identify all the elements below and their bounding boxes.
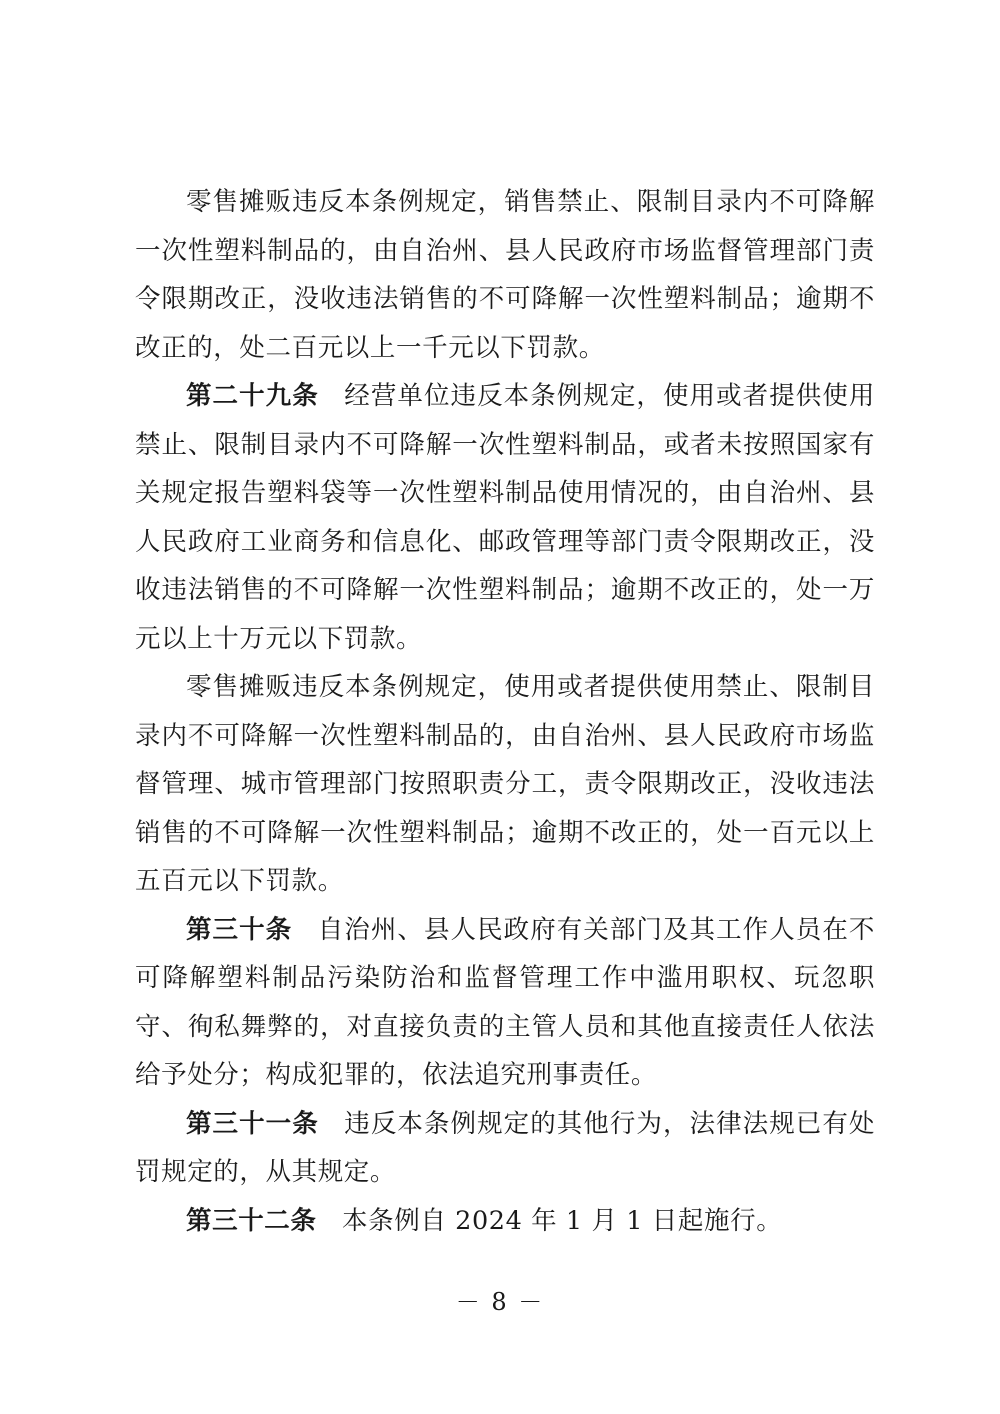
article-30: [135, 906, 875, 1100]
paragraph-text: 零售摊贩违反本条例规定，销售禁止、限制目录内不可降解一次性塑料制品的，由自治州、县人民政府市场监督管理部门责令限期改正，没收违法销售的不可降解一次性塑料制品；逾期不改正的，处二百元以上一千元以下罚款。: [135, 187, 875, 363]
paragraph-retail-sale-penalty: [135, 178, 875, 372]
article-number: 第三十一条: [186, 1108, 319, 1139]
article-number: 第三十条: [186, 914, 293, 945]
document-body: [135, 178, 875, 1245]
article-number: 第三十二条: [186, 1205, 317, 1236]
paragraph-text: 零售摊贩违反本条例规定，使用或者提供使用禁止、限制目录内不可降解一次性塑料制品的，由自治州、县人民政府市场监督管理、城市管理部门按照职责分工，责令限期改正，没收违法销售的不可降解一次性塑料制品；逾期不改正的，处一百元以上五百元以下罚款。: [135, 672, 875, 896]
paragraph-text: 经营单位违反本条例规定，使用或者提供使用禁止、限制目录内不可降解一次性塑料制品，或者未按照国家有关规定报告塑料袋等一次性塑料制品使用情况的，由自治州、县人民政府工业商务和信息化、邮政管理等部门责令限期改正，没收违法销售的不可降解一次性塑料制品；逾期不改正的，处一万元以上十万元以下罚款。: [135, 381, 875, 654]
article-32: [135, 1197, 875, 1246]
article-31: [135, 1100, 875, 1197]
paragraph-text: 违反本条例规定的其他行为，法律法规已有处罚规定的，从其规定。: [135, 1108, 875, 1187]
article-number: 第二十九条: [186, 381, 319, 411]
paragraph-text: 自治州、县人民政府有关部门及其工作人员在不可降解塑料制品污染防治和监督管理工作中滥用职权、玩忽职守、徇私舞弊的，对直接负责的主管人员和其他直接责任人依法给予处分；构成犯罪的，依法追究刑事责任。: [135, 914, 875, 1090]
article-29: [135, 372, 875, 663]
paragraph-text: 本条例自 2024 年 1 月 1 日起施行。: [342, 1205, 783, 1236]
paragraph-retail-use-penalty: [135, 663, 875, 906]
page-number: － 8 －: [455, 1288, 545, 1316]
